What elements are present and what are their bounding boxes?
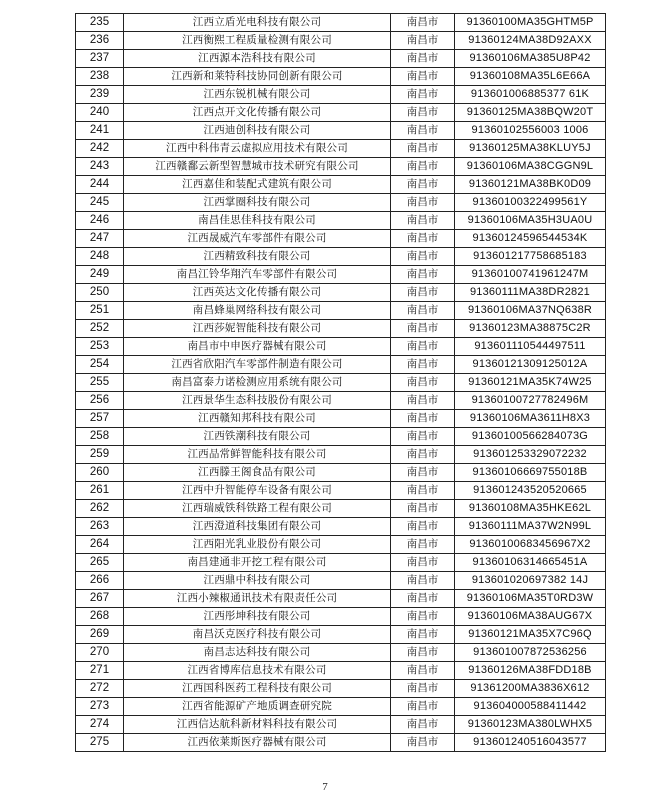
city-cell: 南昌市 (391, 554, 455, 572)
row-number-cell: 270 (76, 644, 124, 662)
company-name-cell: 江西赣知邦科技有限公司 (124, 410, 391, 428)
city-cell: 南昌市 (391, 716, 455, 734)
table-row (76, 464, 606, 482)
credit-code-cell: 91360123MA380LWHX5 (455, 716, 606, 734)
table-row (76, 140, 606, 158)
row-number-cell: 265 (76, 554, 124, 572)
credit-code-cell: 913604000588411442 (455, 698, 606, 716)
table-row (76, 248, 606, 266)
row-number-cell: 272 (76, 680, 124, 698)
row-number-cell: 268 (76, 608, 124, 626)
company-name-cell: 江西新和莱特科技协同创新有限公司 (124, 68, 391, 86)
table-row (76, 662, 606, 680)
company-name-cell: 江西赣鄱云新型智慧城市技术研究有限公司 (124, 158, 391, 176)
company-name-cell: 江西澄道科技集团有限公司 (124, 518, 391, 536)
city-cell: 南昌市 (391, 320, 455, 338)
company-name-cell: 江西晟威汽车零部件有限公司 (124, 230, 391, 248)
row-number-cell: 242 (76, 140, 124, 158)
row-number-cell: 247 (76, 230, 124, 248)
company-name-cell: 江西鼎中科技有限公司 (124, 572, 391, 590)
credit-code-cell: 91360124596544534K (455, 230, 606, 248)
table-row (76, 410, 606, 428)
row-number-cell: 275 (76, 734, 124, 752)
company-name-cell: 江西彤坤科技有限公司 (124, 608, 391, 626)
city-cell: 南昌市 (391, 194, 455, 212)
company-name-cell: 江西滕王阁食品有限公司 (124, 464, 391, 482)
table-row (76, 554, 606, 572)
city-cell: 南昌市 (391, 392, 455, 410)
company-name-cell: 江西莎妮智能科技有限公司 (124, 320, 391, 338)
credit-code-cell: 91360106MA35H3UA0U (455, 212, 606, 230)
table-row (76, 680, 606, 698)
table-row (76, 212, 606, 230)
city-cell: 南昌市 (391, 104, 455, 122)
credit-code-cell: 91360106MA3611H8X3 (455, 410, 606, 428)
city-cell: 南昌市 (391, 500, 455, 518)
credit-code-cell: 91360125MA38BQW20T (455, 104, 606, 122)
city-cell: 南昌市 (391, 158, 455, 176)
page-number: 7 (322, 781, 328, 793)
credit-code-cell: 913601110544497511 (455, 338, 606, 356)
city-cell: 南昌市 (391, 302, 455, 320)
row-number-cell: 246 (76, 212, 124, 230)
credit-code-cell: 91360123MA38875C2R (455, 320, 606, 338)
row-number-cell: 269 (76, 626, 124, 644)
table-row (76, 536, 606, 554)
credit-code-cell: 91360106314665451A (455, 554, 606, 572)
row-number-cell: 255 (76, 374, 124, 392)
credit-code-cell: 91360106MA385U8P42 (455, 50, 606, 68)
row-number-cell: 243 (76, 158, 124, 176)
credit-code-cell: 913601007872536256 (455, 644, 606, 662)
city-cell: 南昌市 (391, 518, 455, 536)
row-number-cell: 238 (76, 68, 124, 86)
credit-code-cell: 91360111MA37W2N99L (455, 518, 606, 536)
company-name-cell: 江西景华生态科技股份有限公司 (124, 392, 391, 410)
row-number-cell: 267 (76, 590, 124, 608)
city-cell: 南昌市 (391, 32, 455, 50)
company-name-cell: 南昌富泰力诺检测应用系统有限公司 (124, 374, 391, 392)
table-row (76, 608, 606, 626)
table-row (76, 446, 606, 464)
table-row (76, 32, 606, 50)
credit-code-cell: 913601243520520665 (455, 482, 606, 500)
credit-code-cell: 91360111MA38DR2821 (455, 284, 606, 302)
credit-code-cell: 91360102556003 1006 (455, 122, 606, 140)
row-number-cell: 261 (76, 482, 124, 500)
city-cell: 南昌市 (391, 14, 455, 32)
table-row (76, 356, 606, 374)
credit-code-cell: 91360125MA38KLUY5J (455, 140, 606, 158)
credit-code-cell: 913601217758685183 (455, 248, 606, 266)
table-row (76, 734, 606, 752)
row-number-cell: 273 (76, 698, 124, 716)
credit-code-cell: 913601240516043577 (455, 734, 606, 752)
city-cell: 南昌市 (391, 356, 455, 374)
credit-code-cell: 91360121309125012A (455, 356, 606, 374)
table-row (76, 716, 606, 734)
table-row (76, 518, 606, 536)
city-cell: 南昌市 (391, 140, 455, 158)
city-cell: 南昌市 (391, 644, 455, 662)
city-cell: 南昌市 (391, 698, 455, 716)
company-name-cell: 江西瑞威铁科铁路工程有限公司 (124, 500, 391, 518)
credit-code-cell: 913601020697382 14J (455, 572, 606, 590)
city-cell: 南昌市 (391, 68, 455, 86)
table-row (76, 68, 606, 86)
table-row (76, 626, 606, 644)
row-number-cell: 253 (76, 338, 124, 356)
credit-code-cell: 91360100566284073G (455, 428, 606, 446)
city-cell: 南昌市 (391, 590, 455, 608)
company-name-cell: 江西依莱斯医疗器械有限公司 (124, 734, 391, 752)
table-row (76, 428, 606, 446)
credit-code-cell: 913601006885377 61K (455, 86, 606, 104)
table-body (76, 14, 606, 752)
city-cell: 南昌市 (391, 338, 455, 356)
city-cell: 南昌市 (391, 572, 455, 590)
city-cell: 南昌市 (391, 266, 455, 284)
credit-code-cell: 91360100MA35GHTM5P (455, 14, 606, 32)
table-row (76, 500, 606, 518)
table-row (76, 194, 606, 212)
company-name-cell: 江西迪创科技有限公司 (124, 122, 391, 140)
row-number-cell: 271 (76, 662, 124, 680)
table-row (76, 158, 606, 176)
row-number-cell: 274 (76, 716, 124, 734)
city-cell: 南昌市 (391, 50, 455, 68)
credit-code-cell: 91360106MA37NQ638R (455, 302, 606, 320)
row-number-cell: 245 (76, 194, 124, 212)
row-number-cell: 236 (76, 32, 124, 50)
credit-code-cell: 91360100683456967X2 (455, 536, 606, 554)
table-row (76, 644, 606, 662)
company-name-cell: 江西信达航科新材料科技有限公司 (124, 716, 391, 734)
company-name-cell: 南昌建通非开挖工程有限公司 (124, 554, 391, 572)
company-name-cell: 江西省博库信息技术有限公司 (124, 662, 391, 680)
city-cell: 南昌市 (391, 446, 455, 464)
city-cell: 南昌市 (391, 176, 455, 194)
company-name-cell: 江西东锐机械有限公司 (124, 86, 391, 104)
credit-code-cell: 91360106MA38CGGN9L (455, 158, 606, 176)
credit-code-cell: 91360121MA38BK0D09 (455, 176, 606, 194)
city-cell: 南昌市 (391, 428, 455, 446)
credit-code-cell: 91360106MA35T0RD3W (455, 590, 606, 608)
table-row (76, 482, 606, 500)
city-cell: 南昌市 (391, 680, 455, 698)
credit-code-cell: 91360100741961247M (455, 266, 606, 284)
company-name-cell: 南昌沃克医疗科技有限公司 (124, 626, 391, 644)
credit-code-cell: 91360121MA35K74W25 (455, 374, 606, 392)
city-cell: 南昌市 (391, 482, 455, 500)
city-cell: 南昌市 (391, 734, 455, 752)
credit-code-cell: 91361200MA3836X612 (455, 680, 606, 698)
table-row (76, 50, 606, 68)
city-cell: 南昌市 (391, 122, 455, 140)
row-number-cell: 244 (76, 176, 124, 194)
table-row (76, 572, 606, 590)
table-row (76, 266, 606, 284)
company-name-cell: 江西中科伟青云虚拟应用技术有限公司 (124, 140, 391, 158)
company-name-cell: 江西铁潮科技有限公司 (124, 428, 391, 446)
credit-code-cell: 91360106669755018B (455, 464, 606, 482)
company-name-cell: 南昌佳思佳科技有限公司 (124, 212, 391, 230)
company-name-cell: 江西衡熙工程质量检测有限公司 (124, 32, 391, 50)
company-name-cell: 江西阳光乳业股份有限公司 (124, 536, 391, 554)
table-row (76, 284, 606, 302)
company-name-cell: 江西国科医药工程科技有限公司 (124, 680, 391, 698)
city-cell: 南昌市 (391, 536, 455, 554)
row-number-cell: 264 (76, 536, 124, 554)
row-number-cell: 258 (76, 428, 124, 446)
row-number-cell: 263 (76, 518, 124, 536)
city-cell: 南昌市 (391, 284, 455, 302)
row-number-cell: 257 (76, 410, 124, 428)
row-number-cell: 256 (76, 392, 124, 410)
table-row (76, 176, 606, 194)
row-number-cell: 249 (76, 266, 124, 284)
city-cell: 南昌市 (391, 248, 455, 266)
company-name-cell: 江西英达文化传播有限公司 (124, 284, 391, 302)
company-name-cell: 江西精致科技有限公司 (124, 248, 391, 266)
table-row (76, 698, 606, 716)
city-cell: 南昌市 (391, 212, 455, 230)
table-row (76, 14, 606, 32)
credit-code-cell: 91360108MA35L6E66A (455, 68, 606, 86)
credit-code-cell: 91360124MA38D92AXX (455, 32, 606, 50)
credit-code-cell: 91360108MA35HKE62L (455, 500, 606, 518)
table-row (76, 590, 606, 608)
row-number-cell: 252 (76, 320, 124, 338)
company-name-cell: 江西小辣椒通讯技术有限责任公司 (124, 590, 391, 608)
company-list-table (75, 13, 606, 752)
table-row (76, 230, 606, 248)
company-name-cell: 江西中升智能停车设备有限公司 (124, 482, 391, 500)
table-row (76, 338, 606, 356)
company-name-cell: 江西嘉佳和装配式建筑有限公司 (124, 176, 391, 194)
company-name-cell: 江西源本浩科技有限公司 (124, 50, 391, 68)
row-number-cell: 237 (76, 50, 124, 68)
row-number-cell: 248 (76, 248, 124, 266)
table-row (76, 86, 606, 104)
table-row (76, 374, 606, 392)
company-name-cell: 南昌志达科技有限公司 (124, 644, 391, 662)
company-name-cell: 江西省能源矿产地质调查研究院 (124, 698, 391, 716)
row-number-cell: 241 (76, 122, 124, 140)
credit-code-cell: 91360106MA38AUG67X (455, 608, 606, 626)
row-number-cell: 239 (76, 86, 124, 104)
company-name-cell: 南昌市中申医疗器械有限公司 (124, 338, 391, 356)
table-row (76, 302, 606, 320)
table-row (76, 104, 606, 122)
city-cell: 南昌市 (391, 662, 455, 680)
row-number-cell: 251 (76, 302, 124, 320)
row-number-cell: 259 (76, 446, 124, 464)
company-name-cell: 江西立盾光电科技有限公司 (124, 14, 391, 32)
table-row (76, 392, 606, 410)
row-number-cell: 240 (76, 104, 124, 122)
city-cell: 南昌市 (391, 374, 455, 392)
row-number-cell: 262 (76, 500, 124, 518)
credit-code-cell: 91360100322499561Y (455, 194, 606, 212)
city-cell: 南昌市 (391, 410, 455, 428)
company-name-cell: 江西品常鲜智能科技有限公司 (124, 446, 391, 464)
company-name-cell: 南昌江铃华翔汽车零部件有限公司 (124, 266, 391, 284)
company-name-cell: 江西掌圈科技有限公司 (124, 194, 391, 212)
company-name-cell: 江西省欣阳汽车零部件制造有限公司 (124, 356, 391, 374)
row-number-cell: 250 (76, 284, 124, 302)
credit-code-cell: 91360126MA38FDD18B (455, 662, 606, 680)
row-number-cell: 266 (76, 572, 124, 590)
credit-code-cell: 91360100727782496M (455, 392, 606, 410)
city-cell: 南昌市 (391, 230, 455, 248)
table-row (76, 320, 606, 338)
table-row (76, 122, 606, 140)
credit-code-cell: 913601253329072232 (455, 446, 606, 464)
city-cell: 南昌市 (391, 86, 455, 104)
row-number-cell: 235 (76, 14, 124, 32)
row-number-cell: 254 (76, 356, 124, 374)
row-number-cell: 260 (76, 464, 124, 482)
city-cell: 南昌市 (391, 626, 455, 644)
company-name-cell: 南昌蜂巢网络科技有限公司 (124, 302, 391, 320)
credit-code-cell: 91360121MA35X7C96Q (455, 626, 606, 644)
company-name-cell: 江西点开文化传播有限公司 (124, 104, 391, 122)
city-cell: 南昌市 (391, 608, 455, 626)
city-cell: 南昌市 (391, 464, 455, 482)
